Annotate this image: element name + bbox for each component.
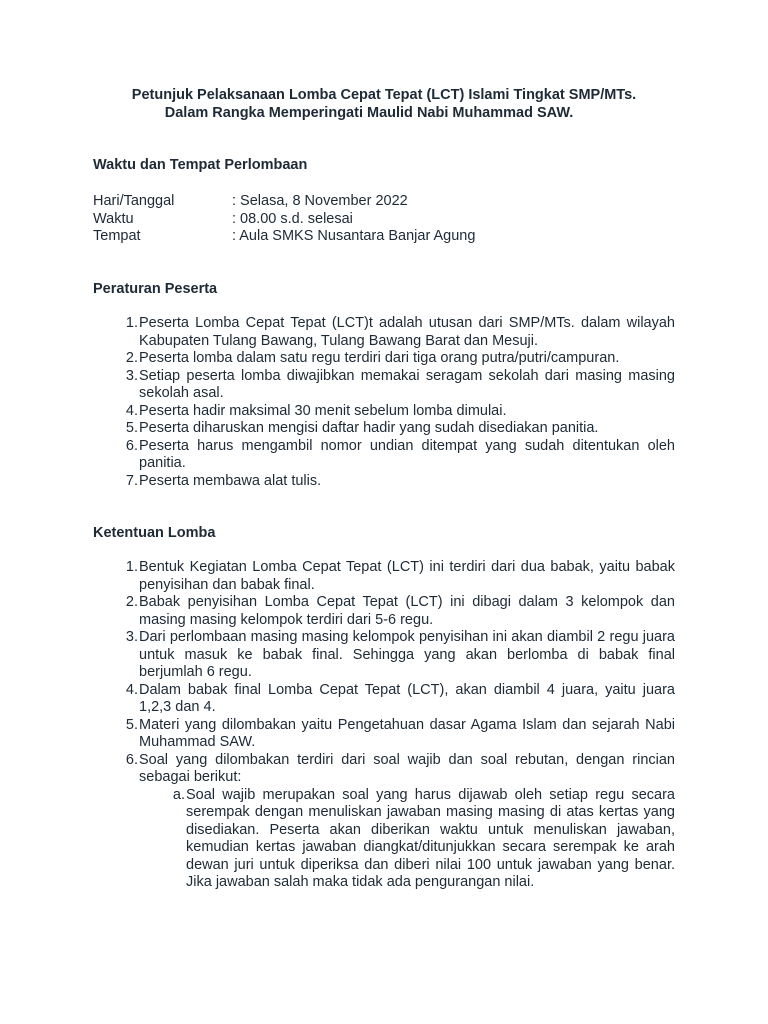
item-text: Dari perlombaan masing masing kelompok penyisihan ini akan diambil 2 regu juara untuk masuk ke babak final. Sehingga yang akan berlomba di babak final berjumlah 6 regu. — [139, 629, 675, 680]
list-item — [93, 629, 675, 682]
list-item — [93, 682, 675, 717]
list-item — [93, 350, 675, 368]
item-number: 3. — [125, 367, 138, 384]
heading-ketentuan: Ketentuan Lomba — [93, 525, 216, 541]
list-item — [93, 403, 675, 421]
item-number: 2. — [125, 594, 138, 610]
list-item — [93, 315, 675, 350]
item-text: Peserta harus mengambil nomor undian ditempat yang sudah ditentukan oleh panitia. — [139, 437, 675, 471]
sub-list-item — [139, 787, 675, 892]
peraturan-list — [93, 315, 675, 490]
info-value: : 08.00 s.d. selesai — [232, 210, 353, 227]
title-line-1: Petunjuk Pelaksanaan Lomba Cepat Tepat (LCT) Islami Tingkat SMP/MTs. — [131, 87, 637, 103]
sub-item-text: Soal wajib merupakan soal yang harus dijawab oleh setiap regu secara serempak dengan menuliskan jawaban masing masing di atas kertas yang disediakan. Peserta akan diberikan waktu untuk menuliskan jawaban, kemudian kertas jawaban diangkat/ditunjukkan secara serempak ke arah dewan juri untuk diperiksa dan diberi nilai 100 untuk jawaban yang benar. Jika jawaban salah maka tidak ada pengurangan nilai. — [186, 786, 675, 890]
info-row — [93, 228, 475, 246]
item-text: Babak penyisihan Lomba Cepat Tepat (LCT) ini dibagi dalam 3 kelompok dan masing masing kelompok terdiri dari 5-6 regu. — [139, 594, 675, 628]
heading-peraturan: Peraturan Peserta — [93, 281, 218, 297]
list-item — [93, 559, 675, 594]
item-text: Setiap peserta lomba diwajibkan memakai seragam sekolah dari masing masing sekolah asal. — [139, 367, 675, 401]
item-number: 1. — [125, 315, 138, 331]
item-text: Peserta diharuskan mengisi daftar hadir yang sudah disediakan panitia. — [139, 420, 599, 436]
item-number: 2. — [125, 350, 138, 366]
item-number: 6. — [125, 437, 138, 454]
item-text: Peserta Lomba Cepat Tepat (LCT)t adalah utusan dari SMP/MTs. dalam wilayah Kabupaten Tulang Bawang, Tulang Bawang Barat dan Mesuji. — [139, 315, 675, 349]
item-text: Dalam babak final Lomba Cepat Tepat (LCT), akan diambil 4 juara, yaitu juara 1,2,3 dan 4. — [139, 681, 675, 715]
sub-item-letter: a. — [172, 786, 185, 803]
item-text: Bentuk Kegiatan Lomba Cepat Tepat (LCT) ini terdiri dari dua babak, yaitu babak penyisihan dan babak final. — [139, 559, 675, 593]
item-text: Soal yang dilombakan terdiri dari soal wajib dan soal rebutan, dengan rincian sebagai berikut: — [139, 751, 675, 785]
item-number: 1. — [125, 559, 138, 575]
info-label: Hari/Tanggal — [93, 193, 175, 209]
item-number: 4. — [125, 402, 138, 419]
info-value: : Selasa, 8 November 2022 — [232, 193, 408, 209]
item-text: Peserta lomba dalam satu regu terdiri dari tiga orang putra/putri/campuran. — [139, 350, 620, 366]
heading-waktu-tempat: Waktu dan Tempat Perlombaan — [93, 157, 308, 173]
item-number: 5. — [125, 716, 138, 733]
item-number: 4. — [125, 681, 138, 698]
ketentuan-list — [93, 559, 675, 892]
info-label: Tempat — [93, 228, 141, 244]
info-row — [93, 211, 475, 229]
item-text: Peserta hadir maksimal 30 menit sebelum lomba dimulai. — [139, 402, 507, 419]
item-number: 7. — [125, 472, 138, 489]
list-item — [93, 420, 675, 438]
item-text: Peserta membawa alat tulis. — [139, 472, 322, 489]
info-value: : Aula SMKS Nusantara Banjar Agung — [232, 228, 476, 244]
list-item — [93, 717, 675, 752]
item-text: Materi yang dilombakan yaitu Pengetahuan dasar Agama Islam dan sejarah Nabi Muhammad SAW. — [139, 716, 675, 750]
title-line-2: Dalam Rangka Memperingati Maulid Nabi Muhammad SAW. — [164, 104, 574, 121]
list-item — [93, 594, 675, 629]
info-row — [93, 193, 475, 211]
list-item — [93, 368, 675, 403]
info-table — [93, 193, 475, 246]
document-title — [93, 87, 675, 122]
item-number: 3. — [125, 629, 138, 645]
item-number: 6. — [125, 751, 138, 768]
list-item — [93, 752, 675, 787]
list-item — [93, 438, 675, 473]
item-number: 5. — [125, 420, 138, 436]
list-item — [93, 473, 675, 491]
info-label: Waktu — [93, 210, 134, 227]
